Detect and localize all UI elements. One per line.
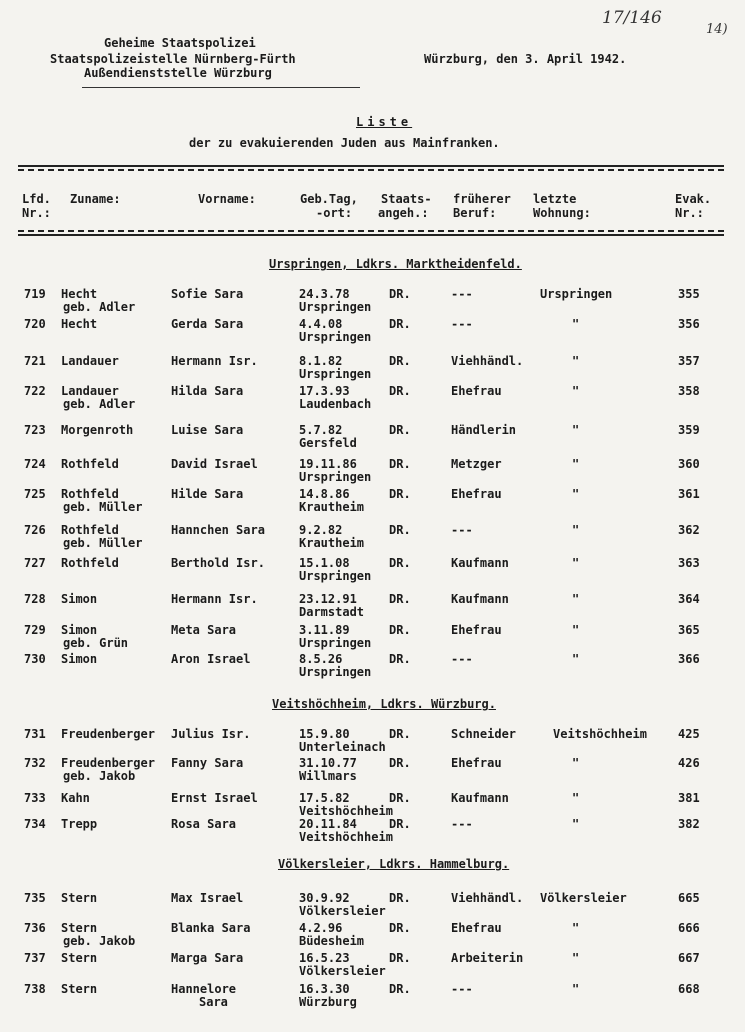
cell-beruf: Kaufmann <box>451 592 509 606</box>
cell-evak-nr: 425 <box>678 727 700 741</box>
cell-zuname: Stern <box>61 951 98 965</box>
cell-vorname: Julius Isr. <box>171 727 251 741</box>
cell-staatsangeh: DR. <box>389 317 411 331</box>
cell-staatsangeh: DR. <box>389 384 411 398</box>
cell-wohnung: Veitshöchheim <box>553 727 647 741</box>
cell-geb-ort: Urspringen <box>299 470 372 484</box>
cell-staatsangeh: DR. <box>389 817 411 831</box>
cell-zuname-geb: geb. Müller <box>63 536 143 550</box>
col-geb-2: -ort: <box>316 206 353 220</box>
cell-nr: 723 <box>24 423 46 437</box>
cell-staatsangeh: DR. <box>389 891 411 905</box>
col-lfd-2: Nr.: <box>22 206 51 220</box>
cell-staatsangeh: DR. <box>389 951 411 965</box>
cell-geb-tag: 16.3.30 <box>299 982 350 996</box>
cell-wohnung: " <box>572 982 580 996</box>
cell-geb-tag: 19.11.86 <box>299 457 357 471</box>
cell-vorname: Gerda Sara <box>171 317 244 331</box>
cell-zuname: Hecht <box>61 317 98 331</box>
cell-zuname: Stern <box>61 921 98 935</box>
cell-vorname-2: Sara <box>199 995 228 1009</box>
cell-evak-nr: 355 <box>678 287 700 301</box>
cell-wohnung: " <box>572 951 580 965</box>
cell-beruf: Ehefrau <box>451 623 502 637</box>
cell-wohnung: " <box>572 354 580 368</box>
cell-evak-nr: 362 <box>678 523 700 537</box>
cell-beruf: Kaufmann <box>451 556 509 570</box>
cell-geb-tag: 9.2.82 <box>299 523 343 537</box>
cell-geb-tag: 5.7.82 <box>299 423 343 437</box>
cell-geb-ort: Gersfeld <box>299 436 357 450</box>
cell-wohnung: " <box>572 457 580 471</box>
cell-nr: 722 <box>24 384 46 398</box>
header-underline <box>82 87 360 88</box>
cell-wohnung: " <box>572 817 580 831</box>
cell-evak-nr: 666 <box>678 921 700 935</box>
cell-vorname: Hannelore <box>171 982 237 996</box>
header-rule <box>18 234 724 236</box>
cell-wohnung: " <box>572 652 580 666</box>
cell-nr: 732 <box>24 756 46 770</box>
cell-nr: 733 <box>24 791 46 805</box>
col-staats-1: Staats- <box>381 192 432 206</box>
cell-zuname-geb: geb. Adler <box>63 300 136 314</box>
cell-vorname: Sofie Sara <box>171 287 244 301</box>
cell-staatsangeh: DR. <box>389 921 411 935</box>
cell-staatsangeh: DR. <box>389 523 411 537</box>
cell-staatsangeh: DR. <box>389 556 411 570</box>
section-heading: Veitshöchheim, Ldkrs. Würzburg. <box>272 697 496 711</box>
cell-geb-tag: 8.5.26 <box>299 652 343 666</box>
cell-staatsangeh: DR. <box>389 354 411 368</box>
cell-staatsangeh: DR. <box>389 487 411 501</box>
cell-zuname: Hecht <box>61 287 98 301</box>
cell-vorname: Aron Israel <box>171 652 251 666</box>
cell-vorname: Hilde Sara <box>171 487 244 501</box>
cell-vorname: Hilda Sara <box>171 384 244 398</box>
handwritten-annotation-small: 14) <box>706 22 728 37</box>
cell-geb-ort: Veitshöchheim <box>299 830 393 844</box>
cell-wohnung: " <box>572 384 580 398</box>
cell-staatsangeh: DR. <box>389 423 411 437</box>
cell-beruf: Ehefrau <box>451 384 502 398</box>
cell-geb-ort: Urspringen <box>299 665 372 679</box>
col-lfd-1: Lfd. <box>22 192 51 206</box>
cell-nr: 724 <box>24 457 46 471</box>
cell-zuname: Rothfeld <box>61 523 119 537</box>
cell-nr: 728 <box>24 592 46 606</box>
cell-wohnung: " <box>572 623 580 637</box>
cell-evak-nr: 665 <box>678 891 700 905</box>
place-date: Würzburg, den 3. April 1942. <box>424 52 627 66</box>
cell-vorname: Ernst Israel <box>171 791 258 805</box>
cell-vorname: Max Israel <box>171 891 244 905</box>
cell-evak-nr: 381 <box>678 791 700 805</box>
cell-evak-nr: 366 <box>678 652 700 666</box>
cell-zuname: Stern <box>61 891 98 905</box>
section-heading: Völkersleier, Ldkrs. Hammelburg. <box>278 857 510 871</box>
cell-wohnung: " <box>572 523 580 537</box>
cell-beruf: Händlerin <box>451 423 517 437</box>
cell-geb-ort: Darmstadt <box>299 605 365 619</box>
col-beruf-2: Beruf: <box>453 206 497 220</box>
cell-nr: 737 <box>24 951 46 965</box>
cell-geb-tag: 4.4.08 <box>299 317 343 331</box>
cell-zuname-geb: geb. Jakob <box>63 934 136 948</box>
cell-beruf: Schneider <box>451 727 517 741</box>
cell-evak-nr: 357 <box>678 354 700 368</box>
cell-geb-tag: 24.3.78 <box>299 287 350 301</box>
cell-zuname-geb: geb. Adler <box>63 397 136 411</box>
cell-vorname: Berthold Isr. <box>171 556 265 570</box>
cell-staatsangeh: DR. <box>389 727 411 741</box>
org-line-2: Staatspolizeistelle Nürnberg-Fürth <box>50 52 296 66</box>
cell-geb-ort: Völkersleier <box>299 964 386 978</box>
cell-zuname: Trepp <box>61 817 98 831</box>
cell-geb-ort: Würzburg <box>299 995 357 1009</box>
cell-zuname: Simon <box>61 592 98 606</box>
cell-zuname-geb: geb. Müller <box>63 500 143 514</box>
cell-nr: 730 <box>24 652 46 666</box>
cell-beruf: --- <box>451 817 473 831</box>
cell-nr: 725 <box>24 487 46 501</box>
cell-staatsangeh: DR. <box>389 287 411 301</box>
cell-geb-tag: 3.11.89 <box>299 623 350 637</box>
cell-geb-tag: 15.9.80 <box>299 727 350 741</box>
cell-geb-tag: 8.1.82 <box>299 354 343 368</box>
cell-beruf: --- <box>451 287 473 301</box>
cell-beruf: --- <box>451 982 473 996</box>
cell-geb-ort: Büdesheim <box>299 934 365 948</box>
cell-geb-ort: Krautheim <box>299 536 365 550</box>
cell-evak-nr: 363 <box>678 556 700 570</box>
cell-vorname: Hermann Isr. <box>171 354 258 368</box>
cell-geb-ort: Willmars <box>299 769 357 783</box>
cell-zuname: Rothfeld <box>61 556 119 570</box>
org-line-3: Außendienststelle Würzburg <box>84 66 272 80</box>
col-vorname: Vorname: <box>198 192 256 206</box>
cell-nr: 731 <box>24 727 46 741</box>
cell-wohnung: Völkersleier <box>540 891 627 905</box>
cell-zuname: Simon <box>61 623 98 637</box>
cell-evak-nr: 382 <box>678 817 700 831</box>
cell-nr: 726 <box>24 523 46 537</box>
cell-geb-tag: 31.10.77 <box>299 756 357 770</box>
cell-nr: 721 <box>24 354 46 368</box>
list-title: Liste <box>356 115 413 129</box>
cell-geb-ort: Veitshöchheim <box>299 804 393 818</box>
cell-beruf: --- <box>451 317 473 331</box>
cell-zuname: Simon <box>61 652 98 666</box>
cell-zuname-geb: geb. Jakob <box>63 769 136 783</box>
cell-nr: 735 <box>24 891 46 905</box>
col-evak-1: Evak. <box>675 192 712 206</box>
cell-wohnung: " <box>572 487 580 501</box>
cell-wohnung: " <box>572 592 580 606</box>
cell-geb-tag: 17.3.93 <box>299 384 350 398</box>
top-rule-dashed <box>18 169 724 171</box>
cell-zuname-geb: geb. Grün <box>63 636 129 650</box>
cell-vorname: Blanka Sara <box>171 921 251 935</box>
cell-staatsangeh: DR. <box>389 791 411 805</box>
cell-geb-tag: 4.2.96 <box>299 921 343 935</box>
cell-vorname: Meta Sara <box>171 623 237 637</box>
cell-wohnung: " <box>572 423 580 437</box>
cell-wohnung: " <box>572 921 580 935</box>
handwritten-annotation: 17/146 <box>602 8 662 28</box>
cell-wohnung: " <box>572 317 580 331</box>
cell-geb-ort: Völkersleier <box>299 904 386 918</box>
cell-geb-tag: 20.11.84 <box>299 817 357 831</box>
cell-vorname: Hannchen Sara <box>171 523 265 537</box>
cell-zuname: Landauer <box>61 354 119 368</box>
cell-wohnung: " <box>572 791 580 805</box>
cell-zuname: Rothfeld <box>61 457 119 471</box>
cell-wohnung: " <box>572 556 580 570</box>
cell-staatsangeh: DR. <box>389 623 411 637</box>
cell-evak-nr: 667 <box>678 951 700 965</box>
cell-vorname: Hermann Isr. <box>171 592 258 606</box>
cell-staatsangeh: DR. <box>389 652 411 666</box>
cell-beruf: Kaufmann <box>451 791 509 805</box>
top-rule <box>18 165 724 167</box>
cell-evak-nr: 668 <box>678 982 700 996</box>
cell-beruf: Viehhändl. <box>451 891 524 905</box>
cell-nr: 734 <box>24 817 46 831</box>
cell-beruf: Arbeiterin <box>451 951 524 965</box>
col-geb-1: Geb.Tag, <box>300 192 358 206</box>
cell-zuname: Landauer <box>61 384 119 398</box>
cell-staatsangeh: DR. <box>389 756 411 770</box>
cell-evak-nr: 426 <box>678 756 700 770</box>
cell-geb-tag: 14.8.86 <box>299 487 350 501</box>
cell-geb-ort: Laudenbach <box>299 397 372 411</box>
cell-geb-ort: Urspringen <box>299 300 372 314</box>
cell-evak-nr: 359 <box>678 423 700 437</box>
col-wohnung-1: letzte <box>533 192 577 206</box>
cell-beruf: Ehefrau <box>451 756 502 770</box>
cell-geb-ort: Krautheim <box>299 500 365 514</box>
cell-evak-nr: 364 <box>678 592 700 606</box>
cell-zuname: Freudenberger <box>61 727 155 741</box>
cell-zuname: Morgenroth <box>61 423 134 437</box>
cell-nr: 738 <box>24 982 46 996</box>
cell-vorname: Marga Sara <box>171 951 244 965</box>
cell-geb-tag: 17.5.82 <box>299 791 350 805</box>
cell-zuname: Rothfeld <box>61 487 119 501</box>
cell-geb-ort: Unterleinach <box>299 740 386 754</box>
cell-evak-nr: 358 <box>678 384 700 398</box>
cell-wohnung: Urspringen <box>540 287 613 301</box>
cell-vorname: Luise Sara <box>171 423 244 437</box>
col-zuname: Zuname: <box>70 192 121 206</box>
cell-beruf: --- <box>451 652 473 666</box>
cell-zuname: Stern <box>61 982 98 996</box>
col-wohnung-2: Wohnung: <box>533 206 591 220</box>
cell-staatsangeh: DR. <box>389 982 411 996</box>
cell-nr: 719 <box>24 287 46 301</box>
cell-geb-tag: 30.9.92 <box>299 891 350 905</box>
cell-beruf: Ehefrau <box>451 487 502 501</box>
cell-geb-ort: Urspringen <box>299 330 372 344</box>
cell-nr: 720 <box>24 317 46 331</box>
col-staats-2: angeh.: <box>378 206 429 220</box>
col-beruf-1: früherer <box>453 192 511 206</box>
section-heading: Urspringen, Ldkrs. Marktheidenfeld. <box>269 257 522 271</box>
cell-zuname: Kahn <box>61 791 90 805</box>
cell-vorname: David Israel <box>171 457 258 471</box>
cell-geb-ort: Urspringen <box>299 569 372 583</box>
cell-nr: 727 <box>24 556 46 570</box>
cell-geb-tag: 15.1.08 <box>299 556 350 570</box>
cell-evak-nr: 361 <box>678 487 700 501</box>
org-line-1: Geheime Staatspolizei <box>104 36 256 50</box>
cell-staatsangeh: DR. <box>389 457 411 471</box>
cell-geb-ort: Urspringen <box>299 636 372 650</box>
list-subtitle: der zu evakuierenden Juden aus Mainfranken. <box>189 136 500 150</box>
cell-evak-nr: 360 <box>678 457 700 471</box>
cell-beruf: --- <box>451 523 473 537</box>
cell-vorname: Rosa Sara <box>171 817 237 831</box>
header-rule-dashed <box>18 230 724 232</box>
cell-evak-nr: 365 <box>678 623 700 637</box>
cell-evak-nr: 356 <box>678 317 700 331</box>
col-evak-2: Nr.: <box>675 206 704 220</box>
cell-vorname: Fanny Sara <box>171 756 244 770</box>
cell-wohnung: " <box>572 756 580 770</box>
cell-nr: 729 <box>24 623 46 637</box>
cell-geb-ort: Urspringen <box>299 367 372 381</box>
cell-geb-tag: 23.12.91 <box>299 592 357 606</box>
cell-nr: 736 <box>24 921 46 935</box>
cell-zuname: Freudenberger <box>61 756 155 770</box>
cell-beruf: Metzger <box>451 457 502 471</box>
cell-staatsangeh: DR. <box>389 592 411 606</box>
cell-beruf: Ehefrau <box>451 921 502 935</box>
cell-beruf: Viehhändl. <box>451 354 524 368</box>
cell-geb-tag: 16.5.23 <box>299 951 350 965</box>
